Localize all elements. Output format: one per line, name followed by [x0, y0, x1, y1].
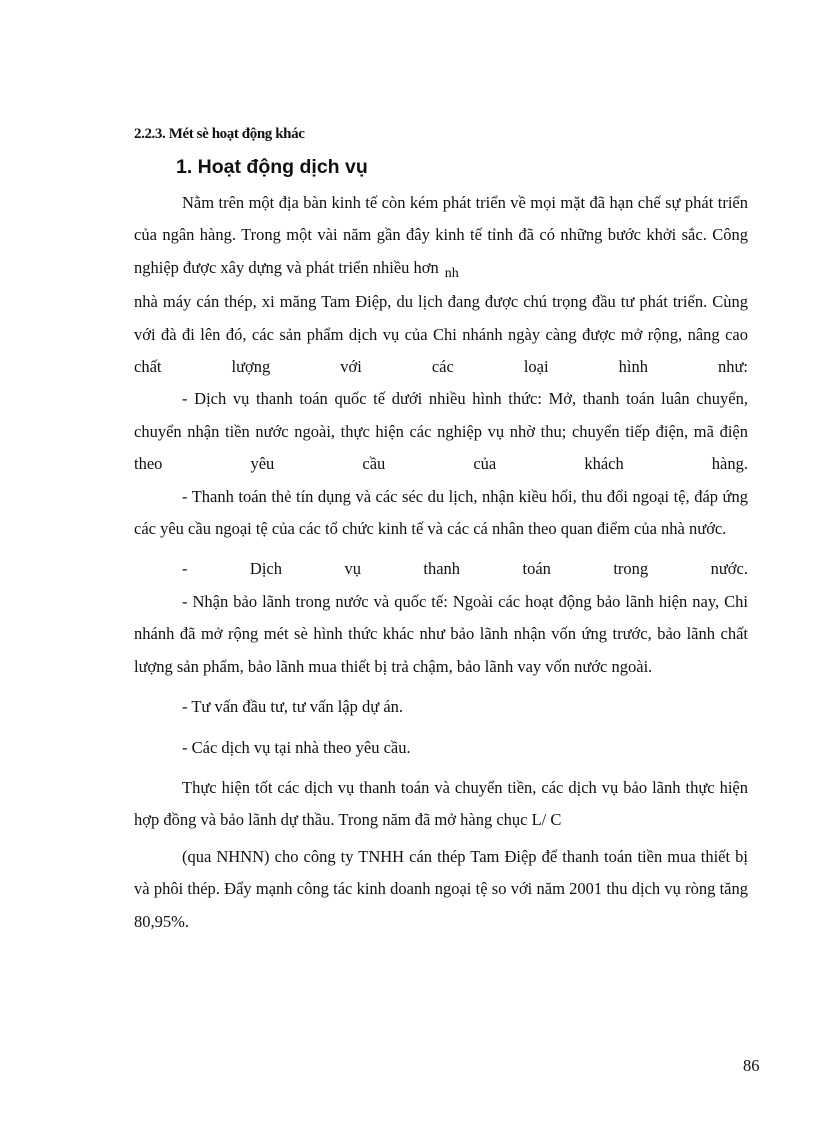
spacer	[134, 683, 748, 691]
spacer	[134, 724, 748, 732]
spacer	[134, 764, 748, 772]
paragraph-card-payment: - Thanh toán thẻ tín dụng và các séc du lịch, nhận kiều hối, thu đổi ngoại tệ, đáp ứng các yêu cầu ngoại tệ của các tổ chức kinh tế và các cá nhân theo quan điểm của nhà nước.	[134, 486, 748, 539]
paragraph-guarantee: - Nhận bảo lãnh trong nước và quốc tế: Ngoài các hoạt động bảo lãnh hiện nay, Chi nhánh đã mở rộng mét sè hình thức khác như bảo lãnh nhận vốn ứng trước, bảo lãnh chất lượng sản phẩm, bảo lãnh mua thiết bị trả chậm, bảo lãnh vay vốn nước ngoài.	[134, 591, 748, 676]
section-heading: 2.2.3. Mét sè hoạt động khác	[134, 126, 305, 142]
paragraph-home-services: - Các dịch vụ tại nhà theo yêu cầu.	[182, 737, 411, 757]
paragraph-consulting: - Tư vấn đầu tư, tư vấn lập dự án.	[182, 697, 404, 717]
subsection-heading: 1. Hoạt động dịch vụ	[176, 156, 368, 178]
paragraph-intro-continued: nhà máy cán thép, xi măng Tam Điệp, du lịch đang được chú trọng đầu tư phát triển. Cùng với đà đi lên đó, các sản phẩm dịch vụ của Chi nhánh ngày càng được mở rộng, nâng cao chất lượng với các loại hình như:	[134, 292, 748, 377]
paragraph-international-payment: - Dịch vụ thanh toán quốc tế dưới nhiều hình thức: Mở, thanh toán luân chuyển, chuyển nhận tiền nước ngoài, thực hiện các nghiệp vụ nhờ thu; chuyển tiếp điện, mã điện theo yêu cầu của khách hàng.	[134, 389, 748, 474]
paragraph-intro	[134, 187, 748, 286]
paragraph-results-continued: (qua NHNN) cho công ty TNHH cán thép Tam Điệp để thanh toán tiền mua thiết bị và phôi thép. Đẩy mạnh công tác kinh doanh ngoại tệ so với năm 2001 thu dịch vụ ròng tăng 80,95%.	[134, 846, 748, 931]
paragraph-intro-text: Nằm trên một địa bàn kinh tế còn kém phát triển về mọi mặt đã hạn chế sự phát triển của ngân hàng. Trong một vài năm gần đây kinh tế tỉnh đã có những bước khởi sắc. Công nghiệp được xây dựng và phát triển nhiều hơn	[134, 193, 748, 277]
paragraph-results: Thực hiện tốt các dịch vụ thanh toán và chuyển tiền, các dịch vụ bảo lãnh thực hiện hợp đồng và bảo lãnh dự thầu. Trong năm đã mở hàng chục L/ C	[134, 777, 748, 830]
spacer	[134, 545, 748, 553]
stray-mark: nh	[444, 265, 459, 281]
page-number: 86	[743, 1056, 760, 1075]
body-text	[134, 187, 748, 938]
paragraph-domestic-payment: - Dịch vụ thanh toán trong nước.	[182, 559, 748, 579]
